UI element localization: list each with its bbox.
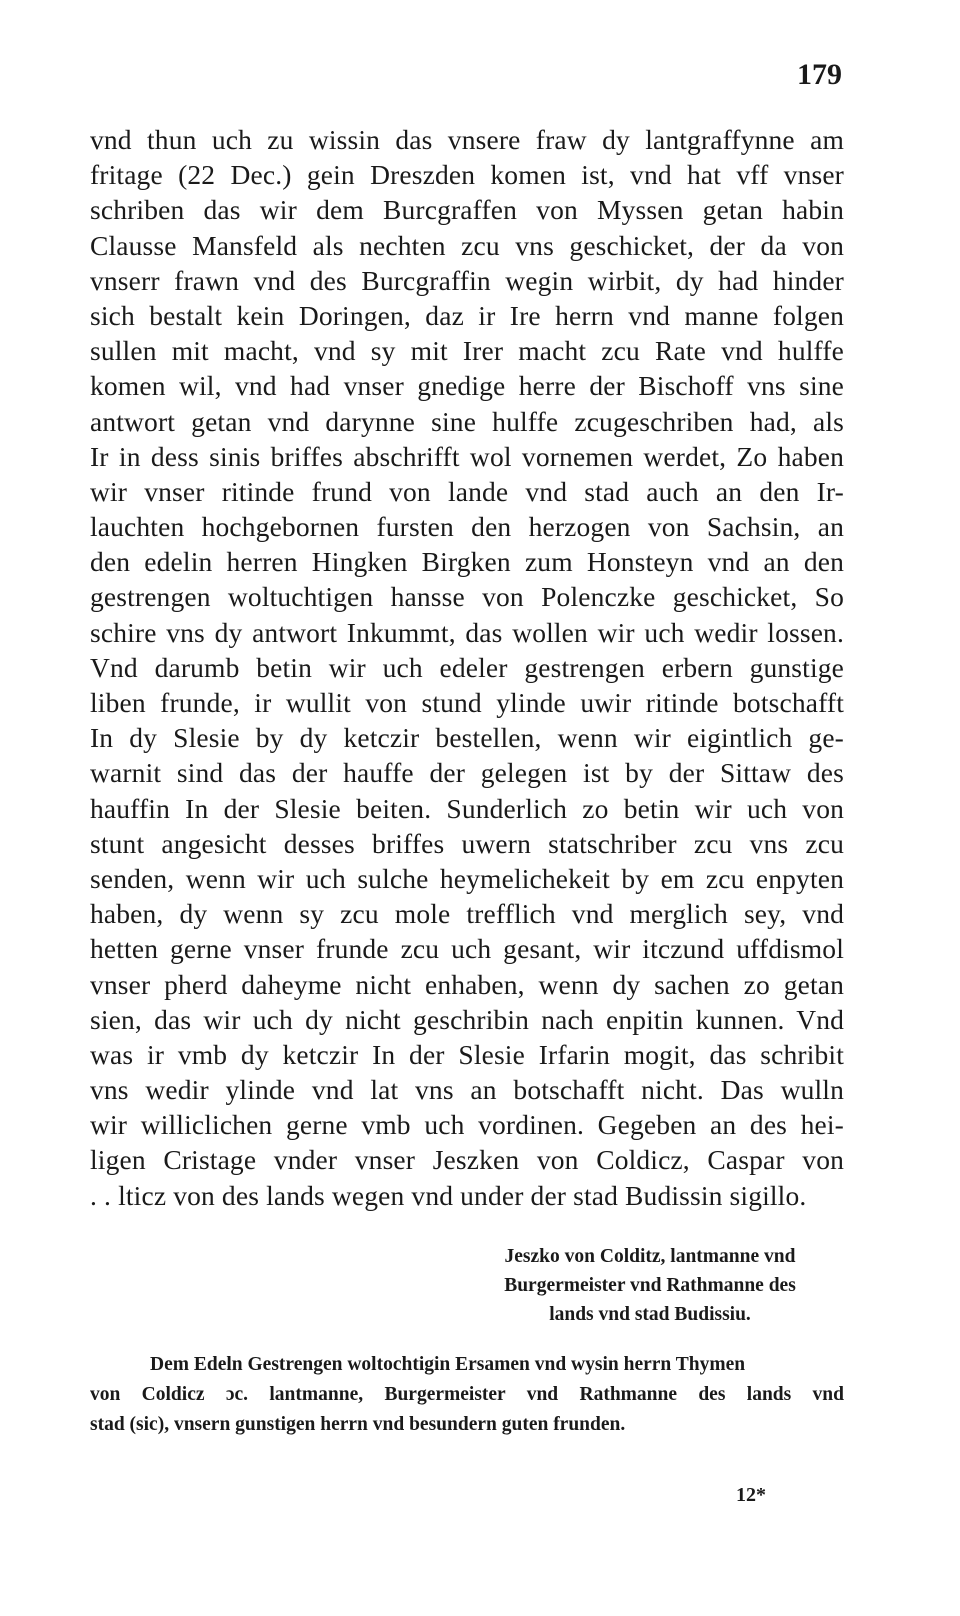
address-block (90, 1350, 844, 1440)
body-line: was ir vmb dy ketczir In der Slesie Irfarin mogit, das schribit (90, 1038, 844, 1070)
signature-line: Jeszko von Colditz, lantmanne vnd (504, 1246, 796, 1267)
body-line: stunt angesicht desses briffes uwern statschriber zcu vns zcu (90, 827, 844, 859)
body-line: vns wedir ylinde vnd lat vns an botschafft nicht. Das wulln (90, 1074, 844, 1106)
body-line: antwort getan vnd darynne sine hulffe zcugeschriben had, als (90, 405, 844, 437)
body-line: vnd thun uch zu wissin das vnsere fraw dy lantgraffynne am (90, 124, 844, 155)
body-line: Vnd darumb betin wir uch edeler gestrengen erbern gunstige (90, 651, 844, 683)
body-line: den edelin herren Hingken Birgken zum Honsteyn vnd an den (90, 546, 844, 578)
page-number: 179 (797, 58, 842, 91)
body-line: In dy Slesie by dy ketczir bestellen, wenn wir eigintlich ge- (90, 722, 844, 754)
body-line: . . lticz von des lands wegen vnd under der stad Budissin sigillo. (90, 1179, 807, 1211)
body-line: lauchten hochgebornen fursten den herzogen von Sachsin, an (90, 511, 844, 543)
body-line: vnserr frawn vnd des Burcgraffin wegin wirbit, dy had hinder (90, 264, 844, 296)
signature-line: Burgermeister vnd Rathmanne des (504, 1275, 796, 1296)
body-line: wir vnser ritinde frund von lande vnd stad auch an den Ir- (90, 475, 844, 507)
body-line: komen wil, vnd had vnser gnedige herre der Bischoff vns sine (90, 370, 844, 402)
body-line: sullen mit macht, vnd sy mit Irer macht zcu Rate vnd hulffe (90, 335, 844, 367)
address-line: von Coldicz ɔc. lantmanne, Burgermeister vnd Rathmanne des lands vnd (90, 1384, 844, 1405)
body-line: hetten gerne vnser frunde zcu uch gesant, wir itczund uffdismol (90, 933, 844, 965)
body-line: haben, dy wenn sy zcu mole trefflich vnd merglich sey, vnd (90, 898, 844, 930)
body-line: vnser pherd daheyme nicht enhaben, wenn dy sachen zo getan (90, 968, 844, 1000)
body-line: sich bestalt kein Doringen, daz ir Ire herrn vnd manne folgen (90, 299, 844, 331)
body-line: Clausse Mansfeld als nechten zcu vns geschicket, der da von (90, 229, 844, 261)
body-line: gestrengen woltuchtigen hansse von Polenczke geschicket, So (90, 581, 844, 613)
body-line: sien, das wir uch dy nicht geschribin nach enpitin kunnen. Vnd (90, 1003, 844, 1035)
signature-block (470, 1242, 830, 1329)
body-line: senden, wenn wir uch sulche heymelichekeit by em zcu enpyten (90, 862, 844, 894)
body-line: Ir in dess sinis briffes abschrifft wol vornemen werdet, Zo haben (90, 440, 844, 472)
signature-mark: 12* (736, 1484, 766, 1506)
body-line: liben frunde, ir wullit von stund ylinde uwir ritinde botschafft (90, 687, 844, 718)
signature-line: lands vnd stad Budissiu. (549, 1304, 751, 1325)
body-line: schire vns dy antwort Inkummt, das wollen wir uch wedir lossen. (90, 616, 844, 648)
body-line: wir williclichen gerne vmb uch vordinen. Gegeben an des hei- (90, 1109, 844, 1141)
body-line: warnit sind das der hauffe der gelegen ist by der Sittaw des (90, 757, 844, 789)
body-line: ligen Cristage vnder vnser Jeszken von Coldicz, Caspar von (90, 1144, 844, 1176)
letter-body (90, 122, 844, 1213)
body-line: fritage (22 Dec.) gein Dreszden komen ist, vnd hat vff vnser (90, 159, 844, 191)
address-line: stad (sic), vnsern gunstigen herrn vnd besundern guten frunden. (90, 1414, 626, 1435)
body-line: hauffin In der Slesie beiten. Sunderlich zo betin wir uch von (90, 792, 844, 824)
body-line: schriben das wir dem Burcgraffen von Myssen getan habin (90, 194, 844, 226)
address-line: Dem Edeln Gestrengen woltochtigin Ersamen vnd wysin herrn Thymen (150, 1354, 746, 1375)
